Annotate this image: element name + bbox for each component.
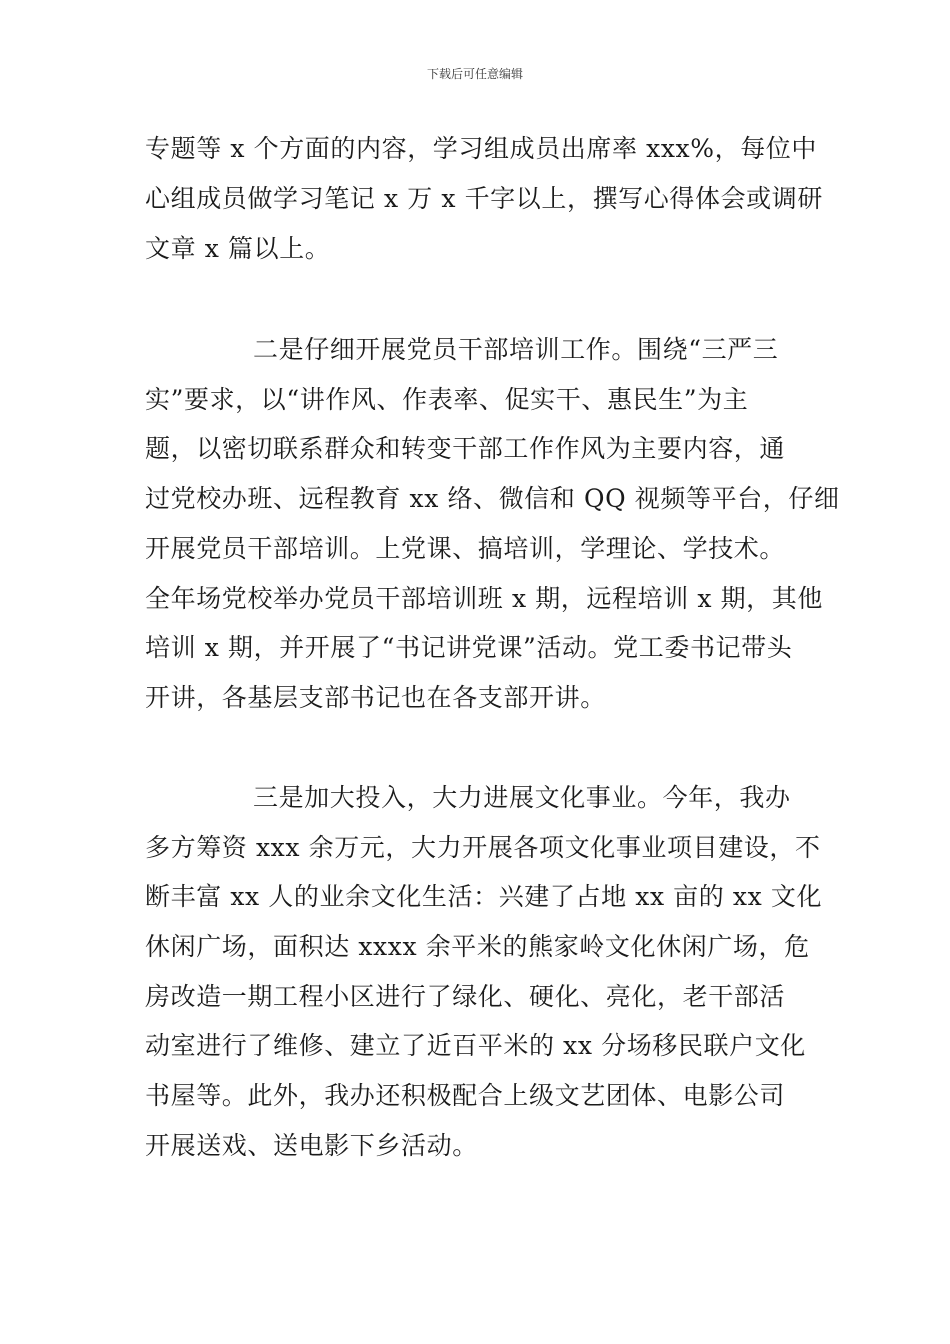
paragraph-3-line-5: 房改造一期工程小区进行了绿化、硬化、亮化，老干部活	[145, 982, 786, 1011]
paragraph-2-line-8: 开讲，各基层支部书记也在各支部开讲。	[145, 683, 606, 712]
paragraph-2-line-3: 题，以密切联系群众和转变干部工作作风为主要内容，通	[145, 434, 786, 463]
paragraph-2-line-7: 培训 x 期，并开展了“书记讲党课”活动。党工委书记带头	[145, 633, 793, 662]
paragraph-1-line-2: 心组成员做学习笔记 x 万 x 千字以上，撰写心得体会或调研	[145, 184, 823, 213]
paragraph-3-line-4: 休闲广场，面积达 xxxx 余平米的熊家岭文化休闲广场，危	[145, 932, 810, 961]
paragraph-3-line-6: 动室进行了维修、建立了近百平米的 xx 分场移民联户文化	[145, 1031, 806, 1060]
paragraph-3-line-8: 开展送戏、送电影下乡活动。	[145, 1131, 478, 1160]
paragraph-2-line-6: 全年场党校举办党员干部培训班 x 期，远程培训 x 期，其他	[145, 584, 823, 613]
paragraph-2-line-4: 过党校办班、远程教育 xx 络、微信和 QQ 视频等平台，仔细	[145, 484, 840, 513]
paragraph-2-line-1: 二是仔细开展党员干部培训工作。围绕“三严三	[253, 335, 779, 364]
paragraph-1-line-3: 文章 x 篇以上。	[145, 234, 331, 263]
paragraph-2-line-5: 开展党员干部培训。上党课、搞培训，学理论、学技术。	[145, 534, 786, 563]
paragraph-3-line-2: 多方筹资 xxx 余万元，大力开展各项文化事业项目建设，不	[145, 833, 821, 862]
page-header: 下载后可任意编辑	[426, 67, 523, 81]
paragraph-3-line-3: 断丰富 xx 人的业余文化生活：兴建了占地 xx 亩的 xx 文化	[145, 882, 823, 911]
paragraph-3-line-1: 三是加大投入，大力进展文化事业。今年，我办	[253, 783, 791, 812]
paragraph-1-line-1: 专题等 x 个方面的内容，学习组成员出席率 xxx%，每位中	[145, 134, 817, 163]
paragraph-3-line-7: 书屋等。此外，我办还积极配合上级文艺团体、电影公司	[145, 1081, 786, 1110]
paragraph-2-line-2: 实”要求，以“讲作风、作表率、促实干、惠民生”为主	[145, 385, 749, 414]
